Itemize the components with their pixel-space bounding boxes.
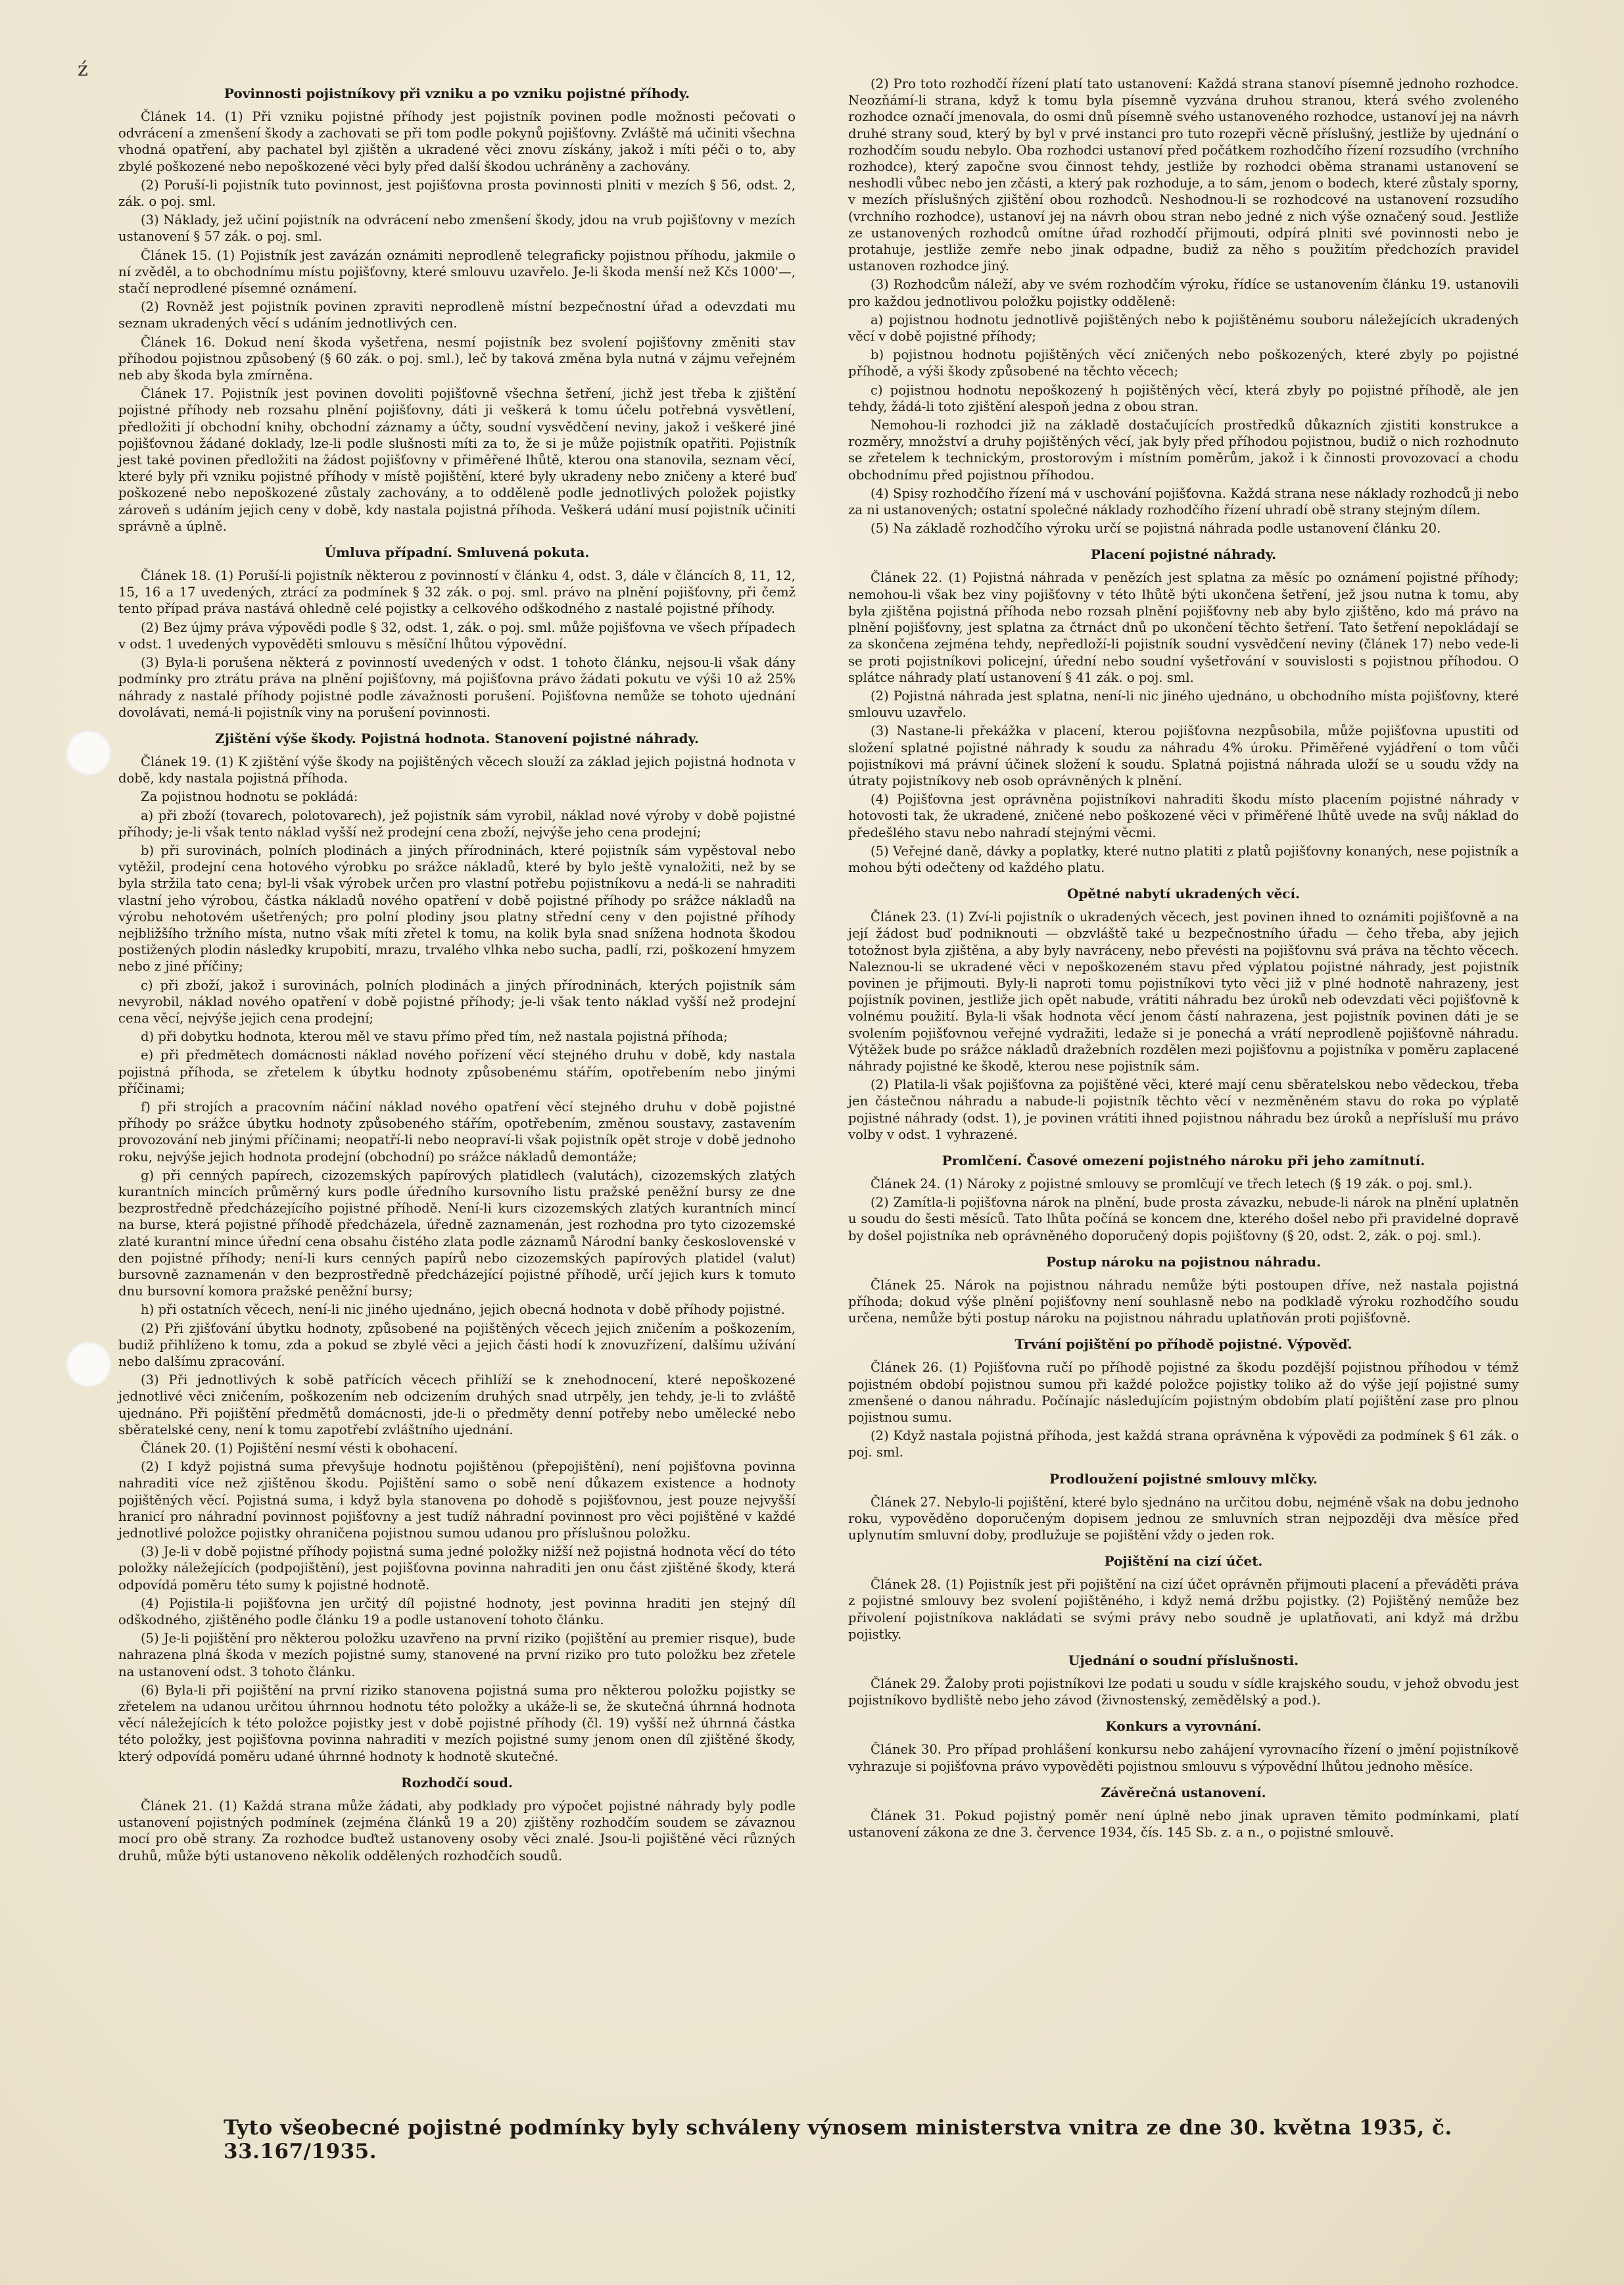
section-heading: Ujednání o soudní příslušnosti. bbox=[1068, 1652, 1299, 1669]
section-heading: Rozhodčí soud. bbox=[400, 1774, 513, 1791]
paragraph: Článek 17. Pojistník jest povinen dovoliti pojišťovně všechna šetření, jichž jest třeba k zjištění pojistné příhody neb rozsahu plnění pojišťovny, dáti ji veškerá k tomu účelu potřebná vysvětlení, předložiti jí obchodní knihy, obchodní záznamy a účty, soudní vysvědčení neviny, jakož i veškeré jiné pojišťovnou žádané doklady, lze-li podle slušnosti míti za to, že si je může pojistník opatřiti. Pojistník jest také povinen předložiti na žádost pojišťovny v přiměřené lhůtě, kterou ona stanovila, seznam věcí, které byly při vzniku pojistné příhody v místě pojištění, které byly ukradeny nebo zničeny a které buď poškozené nebo nepoškozené zůstaly zachovány, a to odděleně podle jednotlivých položek pojistky zároveň s udáním jejich ceny v době, kdy nastala pojistná příhoda. Veškerá udání musí pojistník učiniti správně a úplně. bbox=[118, 386, 796, 534]
paragraph: (2) Bez újmy práva výpovědi podle § 32, odst. 1, zák. o poj. sml. může pojišťovna ve všech případech v odst. 1 uvedených vypověděti smlouvu s měsíční lhůtou výpovědní. bbox=[118, 619, 796, 652]
paragraph: Článek 18. (1) Poruší-li pojistník některou z povinností v článku 4, odst. 3, dále v článcích 8, 11, 12, 15, 16 a 17 uvedených, ztrácí za podmínek § 32 zák. o poj. sml. právo na plnění pojišťovny, při čemž tento případ práva nastává ohledně celé pojistky a celkového odškodného z nastalé pojistné příhody. bbox=[118, 568, 796, 617]
paragraph: b) pojistnou hodnotu pojištěných věcí zničených nebo poškozených, které zbyly po pojistné příhodě, a výši škody způsobené na těchto věcech; bbox=[848, 347, 1519, 379]
paragraph: (4) Spisy rozhodčího řízení má v uschování pojišťovna. Každá strana nese náklady rozhodců ji nebo za ni ustanovených; ostatní společné náklady rozhodčího řízení uhradí obě strany stejným dílem. bbox=[848, 485, 1519, 518]
paragraph: g) při cenných papírech, cizozemských papírových platidlech (valutách), cizozemských zlatých kurantních mincích průměrný kurs podle úředního kursovního listu pražské peněžní bursy ze dne bezprostředně předcházejícího pojistné příhodě. Není-li kurs cizozemských zlatých kurantních mincí na burse, která pojistné příhodě předcházela, úředně zaznamenán, jest rozhodna pro tyto cizozemské zlaté kurantní mince úřední cena obsahu čistého zlata podle záznamů Národní banky československé v den pojistné příhody; není-li kurs cenných papírů nebo cizozemských papírových platidel (valut) bursovně zaznamenán v den bezprostředně předcházející pojistné příhodě, určí jejich kurs k tomuto dnu bursovní komora pražské peněžní bursy; bbox=[118, 1167, 796, 1299]
paragraph: Článek 30. Pro případ prohlášení konkursu nebo zahájení vyrovnacího řízení o jmění pojistníkově vyhrazuje si pojišťovna právo vypověděti pojistnou smlouvu s výpovědní lhůtou jednoho měsíce. bbox=[848, 1742, 1519, 1774]
section-heading: Úmluva případní. Smluvená pokuta. bbox=[324, 544, 590, 561]
paragraph: (4) Pojišťovna jest oprávněna pojistníkovi nahraditi škodu místo placením pojistné náhrady v hotovosti tak, že ukradené, zničené nebo poškozené věci v přiměřené lhůtě uvede na svůj náklad do předešlého stavu nebo nahradí stejnými věcmi. bbox=[848, 792, 1519, 840]
paragraph: Článek 20. (1) Pojištění nesmí vésti k obohacení. bbox=[141, 1441, 458, 1456]
paragraph: Článek 27. Nebylo-li pojištění, které bylo sjednáno na určitou dobu, nejméně však na dobu jednoho roku, vypověděno doporučeným dopisem jednou ze smluvních stran nejpozději dva měsíce před uplynutím smluvní doby, prodlužuje se pojištění vždy o jeden rok. bbox=[848, 1494, 1519, 1543]
paragraph: Článek 15. (1) Pojistník jest zavázán oznámiti neprodleně telegraficky pojistnou příhodu, jakmile o ní zvěděl, a to obchodnímu místu pojišťovny, které smlouvu uzavřelo. Je-li škoda menší než Kčs 1000'—, stačí neprodlené písemné oznámení. bbox=[118, 247, 796, 297]
section-heading: Povinnosti pojistníkovy při vzniku a po vzniku pojistné příhody. bbox=[224, 85, 690, 101]
section-heading: Prodloužení pojistné smlouvy mlčky. bbox=[1049, 1470, 1318, 1487]
paragraph: (5) Je-li pojištění pro některou položku uzavřeno na první riziko (pojištění au premier risque), bude nahrazena plná škoda v mezích pojistné sumy, stanovené na první riziko pro tuto položku bez zřetele na ustanovení odst. 3 tohoto článku. bbox=[118, 1631, 796, 1679]
paragraph: h) při ostatních věcech, není-li nic jiného ujednáno, jejich obecná hodnota v době příhody pojistné. bbox=[141, 1302, 785, 1318]
corner-mark: ź bbox=[78, 58, 88, 81]
paragraph: (2) Pro toto rozhodčí řízení platí tato ustanovení: Každá strana stanoví písemně jednoho rozhodce. Neozňámí-li strana, když k tomu byla písemně vyzvána druhou stranou, která svého zvoleného rozhodce označí jmenovala, do osmi dnů písemně svého ustanoveného rozhodce, ustanoví jej na návrh druhé strany soud, který by byl v prvé instanci pro tuto rozepři věcně příslušný, jestliže by ujednání o rozhodčím soudu nebylo. Oba rozhodci ustanoví před počátkem rozhodčího řízení rozsudího (vrchního rozhodce), který započne svou činnost tehdy, jestliže by rozhodci oběma stranami ustanovení se neshodli vůbec nebo jen zčásti, a který pak rozhoduje, a to sám, jenom o bodech, které zůstaly sporny, v mezích příslušných zjištění obou rozhodců. Neshodnou-li se rozhodcové na ustanovení rozsudího (vrchního rozhodce), ustanoví jej na návrh obou stran nebo jedné z nich výše označený soud. Jestliže ze ustanovených rozhodců omítne úřad rozhodčí přijmouti, odpírá plniti své povinnosti nebo je protahuje, jestliže zemře nebo jinak odpadne, budiž za něho s použitím předchozích pravidel ustanoven rozhodce jiný. bbox=[848, 76, 1519, 274]
paragraph: (2) Když nastala pojistná příhoda, jest každá strana oprávněna k výpovědi za podmínek § 61 zák. o poj. sml. bbox=[848, 1428, 1519, 1460]
paragraph: e) při předmětech domácnosti náklad nového pořízení věcí stejného druhu v době, kdy nastala pojistná příhoda, se zřetelem k úbytku hodnoty způsobenému stářím, opotřebením nebo jinými příčinami; bbox=[118, 1047, 796, 1096]
section-heading: Postup nároku na pojistnou náhradu. bbox=[1045, 1253, 1322, 1270]
paragraph: Článek 28. (1) Pojistník jest při pojištění na cizí účet oprávněn přijmouti placení a převáděti práva z pojistné smlouvy bez svolení pojištěného, i když nemá držbu pojistky. (2) Pojištěný nemůže bez přivolení pojistníkova nakládati se svými právy nebo soudně je uplatňovati, ani když má držbu pojistky. bbox=[848, 1577, 1519, 1642]
paragraph: Článek 24. (1) Nároky z pojistné smlouvy se promlčují ve třech letech (§ 19 zák. o poj. sml.). bbox=[871, 1176, 1473, 1191]
paragraph: f) při strojích a pracovním náčiní náklad nového opatření věcí stejného druhu v době pojistné příhody po srážce úbytku hodnoty způsobeného stářím, opotřebením, změnou soustavy, zastavením provozování neb jinými příčinami; neopatří-li nebo neopraví-li však pojistník opět stroje v době jednoho roku, nejvýše jejich hodnota prodejní (obchodní) po srážce nákladů demontáže; bbox=[118, 1099, 796, 1165]
paragraph: (2) Platila-li však pojišťovna za pojištěné věci, které mají cenu sběratelskou nebo vědeckou, třeba jen částečnou náhradu a nabude-li pojistník těchto věcí v nezměněném stavu do roka po výplatě pojistné náhrady (odst. 1), je povinen vrátiti ihned pojistnou náhradu bez úroků a nepřísluší mu právo volby v odst. 1 vyhrazené. bbox=[848, 1077, 1519, 1142]
paragraph: (6) Byla-li při pojištění na první riziko stanovena pojistná suma pro některou položku pojistky se zřetelem na udanou určitou úhrnnou hodnotu této položky a ukáže-li se, že skutečná úhrnná hodnota věcí náležejících k této položce pojistky jest v době pojistné příhody (čl. 19) vyšší než úhrnná částka této položky, jest pojišťovna povinna nahraditi v mezích pojistné sumy jenom onen díl zjištěné škody, který odpovídá poměru udané úhrnné hodnoty k hodnotě skutečné. bbox=[118, 1682, 796, 1764]
paragraph: c) při zboží, jakož i surovinách, polních plodinách a jiných přírodninách, kterých pojistník sám nevyrobil, náklad nového opatření v době pojistné příhody; je-li však tento náklad vyšší než prodejní cena věcí, nejvýše jejich cena prodejní; bbox=[118, 977, 796, 1026]
section-heading: Pojištění na cizí účet. bbox=[1104, 1553, 1263, 1570]
approval-footer: Tyto všeobecné pojistné podmínky byly schváleny výnosem ministerstva vnitra ze dne 30. května 1935, č. 33.167/1935. bbox=[224, 2116, 1452, 2163]
right-column bbox=[848, 76, 1519, 1842]
section-heading: Závěrečná ustanovení. bbox=[1101, 1784, 1266, 1800]
paragraph: Článek 25. Nárok na pojistnou náhradu nemůže býti postoupen dříve, než nastala pojistná příhoda; dokud výše plnění pojišťovny není souhlasně nebo na podkladě výroku rozhodčího soudu určena, nemůže býti postup nároku na pojistnou náhradu uplatňován proti pojišťovně. bbox=[848, 1277, 1519, 1326]
section-heading: Zjištění výše škody. Pojistná hodnota. Stanovení pojistné náhrady. bbox=[215, 730, 699, 746]
paragraph: (2) Rovněž jest pojistník povinen zpraviti neprodleně místní bezpečnostní úřad a odevzdati mu seznam ukradených věcí s udáním jednotlivých cen. bbox=[118, 299, 796, 331]
paragraph: d) při dobytku hodnota, kterou měl ve stavu přímo před tím, než nastala pojistná příhoda; bbox=[141, 1029, 728, 1045]
paragraph: Článek 23. (1) Zví-li pojistník o ukradených věcech, jest povinen ihned to oznámiti pojišťovně a na její žádost buď podniknouti — obzvláště také u bezpečnostního úřadu — čeho třeba, aby jejich totožnost byla zjištěna, a aby byly navráceny, nebo převésti na pojišťovnu svá práva na těchto věcech. Naleznou-li se ukradené věci v nepoškozeném stavu před výplatou pojistné náhrady, jest pojistník povinen je přijmouti. Byly-li naproti tomu pojistníkovi tyto věci již v plné hodnotě nahrazeny, jest pojistník povinen, jestliže jich opět nabude, vrátiti náhradu bez úroků neb odevzdati věci pojišťovně k volnému použití. Byla-li však hodnota věcí jenom částí nahrazena, jest pojistník povinen dáti je se svolením pojišťovnou veřejné vydražiti, ledaže si je ponechá a vrátí neprodleně pojišťovně náhradu. Výtěžek bude po srážce nákladů dražebních rozdělen mezi pojišťovnu a pojistníka v poměru zaplacené náhrady pojistné ke škodě, kterou nese pojistník sám. bbox=[848, 909, 1519, 1074]
section-heading: Placení pojistné náhrady. bbox=[1090, 546, 1277, 563]
paragraph: (3) Rozhodcům náleží, aby ve svém rozhodčím výroku, řídíce se ustanovením článku 19. ustanovili pro každou jednotlivou položku pojistky odděleně: bbox=[848, 277, 1519, 309]
section-heading: Trvání pojištění po příhodě pojistné. Výpověď. bbox=[1015, 1336, 1352, 1353]
paragraph: Článek 29. Žaloby proti pojistníkovi lze podati u soudu v sídle krajského soudu, v jehož obvodu jest pojistníkovo bydliště nebo jeho závod (živnostenský, zemědělský a pod.). bbox=[848, 1676, 1519, 1708]
paragraph: (2) Pojistná náhrada jest splatna, není-li nic jiného ujednáno, u obchodního místa pojišťovny, které smlouvu uzavřelo. bbox=[848, 688, 1519, 721]
paragraph: (5) Veřejné daně, dávky a poplatky, které nutno platiti z platů pojišťovny konaných, nese pojistník a mohou býti odečteny od každého platu. bbox=[848, 843, 1519, 875]
section-heading: Konkurs a vyrovnání. bbox=[1105, 1718, 1262, 1735]
paragraph: Článek 21. (1) Každá strana může žádati, aby podklady pro výpočet pojistné náhrady byly podle ustanovení pojistných podmínek (zejména článků 19 a 20) zjištěny rozhodčím soudem se závaznou mocí pro obě strany. Za rozhodce buďtež ustanoveny osoby věci znalé. Jsou-li pojištěné věci různých druhů, může býti ustanoveno několik oddělených rozhodčích soudů. bbox=[118, 1798, 796, 1864]
paragraph: a) při zboží (tovarech, polotovarech), jež pojistník sám vyrobil, náklad nové výroby v době pojistné příhody; je-li však tento náklad vyšší než prodejní cena zboží, nejvýše jeho cena prodejní; bbox=[118, 807, 796, 840]
paragraph: Za pojistnou hodnotu se pokládá: bbox=[141, 789, 358, 805]
paragraph: Článek 22. (1) Pojistná náhrada v penězích jest splatna za měsíc po oznámení pojistné příhody; nemohou-li však bez viny pojišťovny v této lhůtě býti ukončena šetření, jež jsou nutna k tomu, aby byla zjištěna pojistná příhoda nebo rozsah plnění pojišťovny neb aby bylo zjištěno, kdo má právo na plnění pojišťovny, jest splatna za čtrnáct dnů po ukončení těchto šetření. Tato šetření nepokládají se za skončena zejména tehdy, nepředloží-li pojistník soudní vysvědčení neviny (článek 17) nebo vede-li se proti pojistníkovi policejní, úřední nebo soudní vyšetřování v souvislosti s pojistnou příhodou. O splátce náhrady platí ustanovení § 41 zák. o poj. sml. bbox=[848, 570, 1519, 685]
paragraph: Článek 16. Dokud není škoda vyšetřena, nesmí pojistník bez svolení pojišťovny změniti stav příhodou pojistnou způsobený (§ 60 zák. o poj. sml.), leč by taková změna byla nutná v zájmu veřejném neb aby škoda byla zmírněna. bbox=[118, 334, 796, 383]
section-heading: Promlčení. Časové omezení pojistného nároku při jeho zamítnutí. bbox=[942, 1152, 1425, 1168]
punch-hole bbox=[66, 1341, 112, 1387]
paragraph: (3) Náklady, jež učiní pojistník na odvrácení nebo zmenšení škody, jdou na vrub pojišťovny v mezích ustanovení § 57 zák. o poj. sml. bbox=[118, 212, 796, 245]
paragraph: (3) Je-li v době pojistné příhody pojistná suma jedné položky nižší než pojistná hodnota věcí do této položky náležejících (podpojištění), jest pojišťovna povinna nahraditi jen onu část zjištěné škody, která odpovídá poměru této sumy k pojistné hodnotě. bbox=[118, 1544, 796, 1593]
paragraph: (2) Při zjišťování úbytku hodnoty, způsobené na pojištěných věcech jejich zničením a poškozením, budiž přihlíženo k tomu, zda a pokud se zbylé věci a jejich části hodí k znovuzřízení, dalšímu užívání nebo dalšímu zpracování. bbox=[118, 1320, 796, 1370]
paragraph: (2) I když pojistná suma převyšuje hodnotu pojištěnou (přepojištění), není pojišťovna povinna nahraditi více než zjištěnou škodu. Pojištění samo o sobě není důkazem existence a hodnoty pojištěných věcí. Pojistná suma, i když byla stanovena po dohodě s pojišťovnou, jest pouze nejvyšší hranicí pro náhradní povinnost pojišťovny a jest tudíž náhradní povinnost pro věci pojištěné v každé jednotlivé položce pojistky ohraničena pojistnou sumou udanou pro příslušnou položku. bbox=[118, 1459, 796, 1541]
paragraph: (5) Na základě rozhodčího výroku určí se pojistná náhrada podle ustanovení článku 20. bbox=[871, 521, 1441, 537]
paragraph: (2) Zamítla-li pojišťovna nárok na plnění, bude prosta závazku, nebude-li nárok na plnění uplatněn u soudu do šesti měsíců. Tato lhůta počíná se koncem dne, kterého došel nebo při pravidelné dopravě by došel pojistníka neb oprávněného doporučený dopis pojišťovny (§ 20, odst. 2, zák. o poj. sml.). bbox=[848, 1195, 1519, 1243]
paragraph: (4) Pojistila-li pojišťovna jen určitý díl pojistné hodnoty, jest povinna hraditi jen stejný díl odškodného, zjištěného podle článku 19 a podle ustanovení tohoto článku. bbox=[118, 1595, 796, 1628]
paragraph: Článek 19. (1) K zjištění výše škody na pojištěných věcech slouží za základ jejich pojistná hodnota v době, kdy nastala pojistná příhoda. bbox=[118, 754, 796, 786]
paragraph: Nemohou-li rozhodci již na základě dostačujících prostředků důkazních zjistiti konstrukce a rozměry, množství a druhy pojištěných věcí, jak byly před příhodou pojistnou, budiž o nich rozhodnuto se zřetelem k technickým, prostorovým i místním poměrům, jakož i k činnosti provozovací a chodu obchodnímu před pojistnou příhodou. bbox=[848, 418, 1519, 483]
paragraph: a) pojistnou hodnotu jednotlivě pojištěných nebo k pojištěnému souboru náležejících ukradených věcí v době pojistné příhody; bbox=[848, 312, 1519, 345]
paragraph: Článek 14. (1) Při vzniku pojistné příhody jest pojistník povinen podle možnosti pečovati o odvrácení a zmenšení škody a zachovati se při tom podle pokynů pojišťovny. Zvláště má učiniti všechna vhodná opatření, aby pachatel byl zjištěn a ukradené věci znovu získány, jakož i míti péči o to, aby zbylé poškozené nebo nepoškozené věci byly před další škodou uchráněny a zachovány. bbox=[118, 109, 796, 174]
punch-hole bbox=[66, 730, 112, 776]
paragraph: (3) Nastane-li překážka v placení, kterou pojišťovna nezpůsobila, může pojišťovna upustiti od složení splatné pojistné náhrady k soudu za náhradu 4% úroku. Přiměřené vyjádření o tom vůči pojistníkovi má právní účinek složení k soudu. Splatná pojistná náhrada uloží se u soudu vždy na útraty pojistníkovy neb osob oprávněných k plnění. bbox=[848, 723, 1519, 788]
paragraph: (3) Byla-li porušena některá z povinností uvedených v odst. 1 tohoto článku, nejsou-li však dány podmínky pro ztrátu práva na plnění pojišťovny, má pojišťovna právo žádati pokutu ve výši 10 až 25% náhrady z nastalé příhody pojistné podle závažnosti porušení. Pojišťovna nemůže se tohoto ujednání dovolávati, nemá-li pojistník viny na porušení povinnosti. bbox=[118, 655, 796, 720]
paragraph: (2) Poruší-li pojistník tuto povinnost, jest pojišťovna prosta povinnosti plniti v mezích § 56, odst. 2, zák. o poj. sml. bbox=[118, 177, 796, 210]
left-column bbox=[118, 76, 796, 1866]
section-heading: Opětné nabytí ukradených věcí. bbox=[1066, 886, 1301, 902]
paragraph: (3) Při jednotlivých k sobě patřících věcech přihlíží se k znehodnocení, které nepoškozené jednotlivé věci zničením, poškozením neb odcizením druhých snad utrpěly, jen tehdy, je-li to zvláště ujednáno. Při pojištění předmětů domácnosti, jde-li o předměty denní potřeby nebo umělecké nebo sběratelské ceny, není k tomu zapotřebí zvláštního ujednání. bbox=[118, 1372, 796, 1437]
paragraph: b) při surovinách, polních plodinách a jiných přírodninách, které pojistník sám vypěstoval nebo vytěžil, prodejní cena hotového výrobku po srážce nákladů, které by bylo ještě vynaložiti, než by se byla stržila tato cena; byl-li však výrobek určen pro vlastní potřebu pojistníkovu a nedá-li se nahraditi vlastní jeho výrobou, částka nákladů nového opatření v době pojistné příhody po srážce nákladů na výrobu nehotovém ušetřených; pro polní plodiny jsou platny střední ceny v den pojistné příhody nejbližšího tržního místa, nutno však míti zřetel k tomu, na kolik byla snad snížena hodnota škodou postižených plodin následky krupobití, mrazu, trvalého vlhka nebo sucha, padlí, rzi, poškození hmyzem nebo z jiné příčiny; bbox=[118, 842, 796, 974]
paragraph: c) pojistnou hodnotu nepoškozený h pojištěných věcí, která zbyly po pojistné příhodě, ale jen tehdy, žádá-li toto zjištění alespoň jedna z obou stran. bbox=[848, 382, 1519, 414]
paragraph: Článek 31. Pokud pojistný poměr není úplně nebo jinak upraven těmito podmínkami, platí ustanovení zákona ze dne 3. července 1934, čís. 145 Sb. z. a n., o pojistné smlouvě. bbox=[848, 1808, 1519, 1840]
paragraph: Článek 26. (1) Pojišťovna ručí po příhodě pojistné za škodu pozdější pojistnou příhodou v témž pojistném období pojistnou sumou při každé položce pojistky toliko až do výše její pojistné sumy zmenšené o danou náhradu. Počínajíc následujícím pojistným obdobím platí pojištění zase pro plnou pojistnou sumu. bbox=[848, 1360, 1519, 1426]
